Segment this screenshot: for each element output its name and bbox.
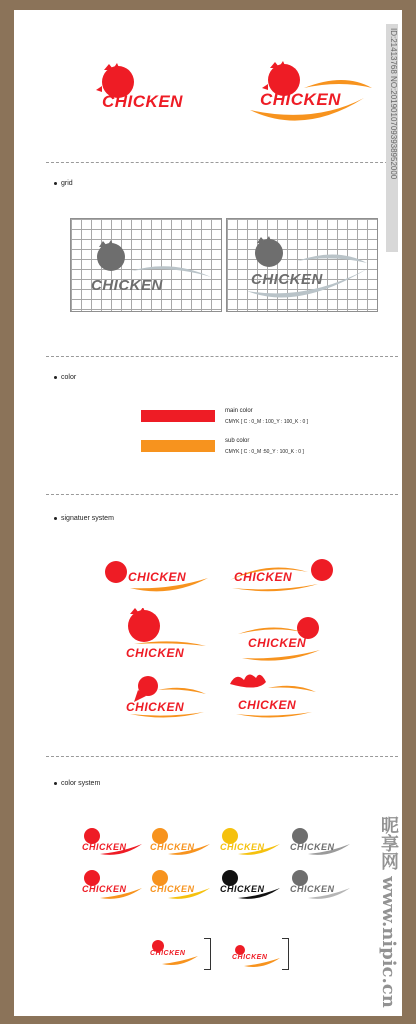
- bracket-mark: [282, 938, 289, 970]
- color-variant-red-orange: [80, 868, 144, 900]
- watermark-id: ID:21413768 NO:20190107093938952000: [386, 24, 398, 252]
- signature-logo-2: [228, 558, 340, 594]
- section-divider: [46, 356, 398, 357]
- variant-wordmark: CHICKEN: [82, 842, 127, 852]
- hero-logo-red: [84, 62, 214, 122]
- rooster-comb-icon: [228, 670, 318, 720]
- bracket-mark: [204, 938, 211, 970]
- signature-logo-4: [236, 614, 326, 664]
- variant-wordmark: CHICKEN: [150, 842, 195, 852]
- variant-wordmark: CHICKEN: [150, 950, 186, 957]
- sub-color-cmyk: CMYK [ C : 0_M :50_Y : 100_K : 0 ]: [225, 449, 304, 455]
- design-sheet: [14, 10, 402, 1016]
- signature-wordmark: CHICKEN: [248, 636, 307, 650]
- section-title: color: [61, 374, 77, 381]
- hero-logo-full: [244, 58, 374, 130]
- sub-color-swatch: [141, 440, 215, 452]
- variant-wordmark: CHICKEN: [290, 884, 335, 894]
- color-variant-gray: [288, 826, 352, 856]
- section-label-grid: [54, 180, 73, 187]
- main-color-cmyk: CMYK [ C : 0_M : 100_Y : 100_K : 0 ]: [225, 419, 309, 425]
- hero-wordmark-red: CHICKEN: [102, 92, 183, 111]
- signature-wordmark: CHICKEN: [238, 698, 297, 712]
- bullet-icon: [54, 517, 57, 520]
- section-divider: [46, 494, 398, 495]
- section-divider: [46, 162, 398, 163]
- section-divider: [46, 756, 398, 757]
- section-title: signatuer system: [61, 515, 114, 522]
- main-color-title: main color: [225, 408, 253, 414]
- color-variant-orange-yellow: [148, 868, 212, 900]
- color-variant-orange: [148, 826, 212, 856]
- variant-wordmark: CHICKEN: [220, 884, 265, 894]
- rooster-icon: [71, 219, 221, 311]
- section-label-color: [54, 374, 76, 381]
- color-variant-red: [80, 826, 144, 856]
- bullet-icon: [54, 182, 57, 185]
- sub-color-title: sub color: [225, 438, 250, 444]
- signature-logo-1: [100, 558, 212, 594]
- section-label-signature: [54, 515, 114, 522]
- section-title: color system: [61, 780, 101, 787]
- variant-wordmark: CHICKEN: [220, 842, 265, 852]
- variant-wordmark: CHICKEN: [290, 842, 335, 852]
- watermark-site: 昵享网 www.nipic.cn: [378, 816, 399, 1008]
- bullet-icon: [54, 376, 57, 379]
- main-color-swatch: [141, 410, 215, 422]
- color-variant-gray-light: [288, 868, 352, 900]
- small-logo-1: [148, 938, 200, 966]
- signature-wordmark: CHICKEN: [234, 570, 293, 584]
- grid-wordmark-left: CHICKEN: [91, 277, 163, 294]
- small-logo-2: [230, 942, 282, 968]
- color-variant-black: [218, 868, 282, 900]
- variant-wordmark: CHICKEN: [150, 884, 195, 894]
- grid-wordmark-right: CHICKEN: [251, 271, 323, 288]
- grid-box-right: [226, 218, 378, 312]
- signature-wordmark: CHICKEN: [128, 570, 187, 584]
- variant-wordmark: CHICKEN: [232, 954, 268, 961]
- bullet-icon: [54, 782, 57, 785]
- color-variant-yellow: [218, 826, 282, 856]
- signature-logo-5: [122, 674, 208, 720]
- section-label-color-system: [54, 780, 100, 787]
- signature-wordmark: CHICKEN: [126, 700, 185, 714]
- rooster-swoosh-icon: [227, 219, 377, 311]
- hero-wordmark-full: CHICKEN: [260, 90, 341, 109]
- variant-wordmark: CHICKEN: [82, 884, 127, 894]
- signature-logo-3: [114, 608, 210, 664]
- signature-logo-6: [228, 670, 318, 720]
- signature-wordmark: CHICKEN: [126, 646, 185, 660]
- grid-box-left: [70, 218, 222, 312]
- section-title: grid: [61, 180, 73, 187]
